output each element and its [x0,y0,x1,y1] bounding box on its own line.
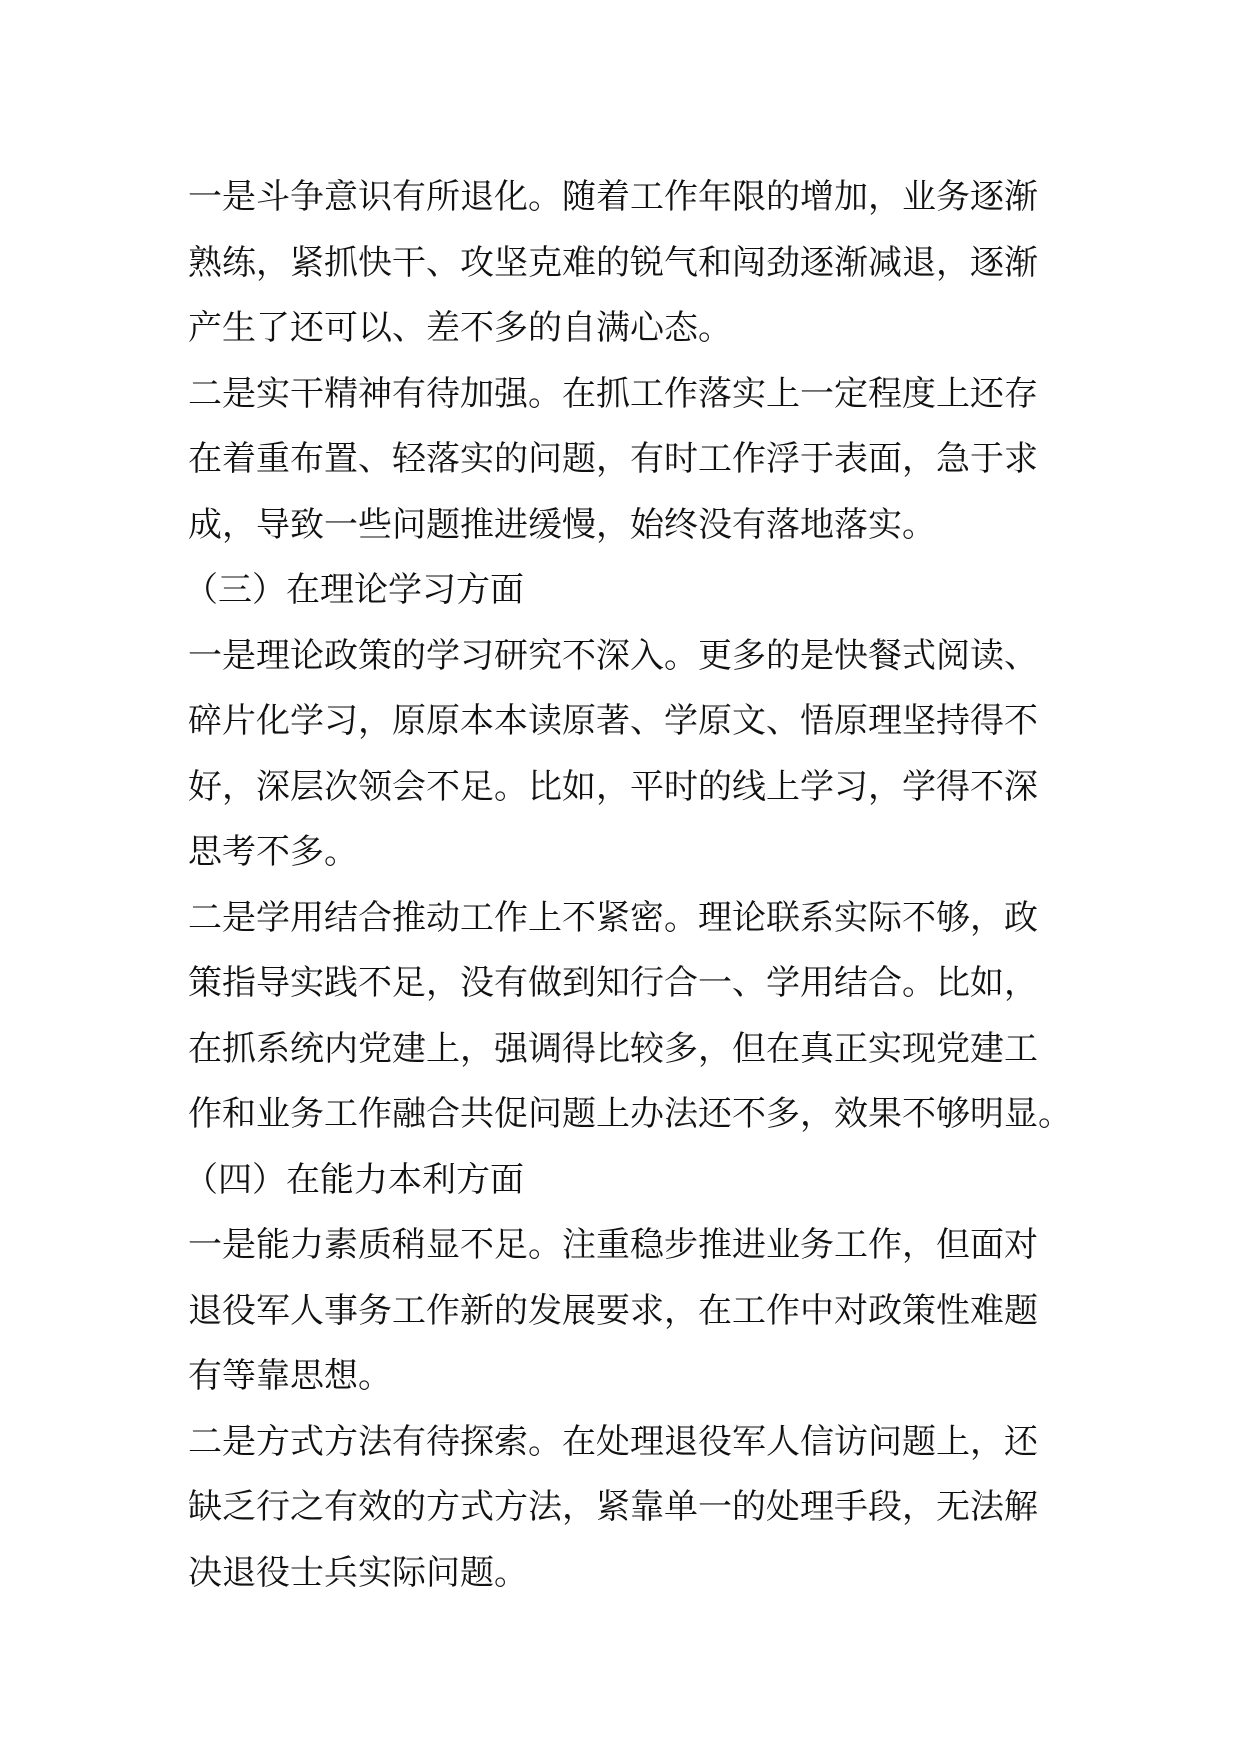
section-heading: （四）在能力本利方面 [184,1159,524,1200]
paragraph-line: 一是斗争意识有所退化。随着工作年限的增加，业务逐渐 [188,177,1038,217]
paragraph-line: 二是实干精神有待加强。在抓工作落实上一定程度上还存 [188,373,1038,414]
paragraph-line: 二是方式方法有待探索。在处理退役军人信访问题上，还 [188,1421,1038,1462]
paragraph-line: 思考不多。 [188,832,358,872]
paragraph-line: 碎片化学习，原原本本读原著、学原文、悟原理坚持得不 [188,701,1038,741]
paragraph-line: 决退役士兵实际问题。 [188,1552,528,1593]
document-body [184,165,1072,1606]
section-heading: （三）在理论学习方面 [184,570,524,610]
paragraph-line: 退役军人事务工作新的发展要求，在工作中对政策性难题 [188,1290,1038,1331]
paragraph-line: 在着重布置、轻落实的问题，有时工作浮于表面，急于求 [188,439,1038,479]
paragraph-line: 一是理论政策的学习研究不深入。更多的是快餐式阅读、 [188,635,1038,676]
paragraph-line: 产生了还可以、差不多的自满心态。 [188,308,732,348]
paragraph-line: 作和业务工作融合共促问题上办法还不多，效果不够明显。 [188,1094,1072,1134]
paragraph-line: 在抓系统内党建上，强调得比较多，但在真正实现党建工 [188,1028,1038,1069]
paragraph-line: 有等靠思想。 [188,1356,392,1396]
paragraph-line: 策指导实践不足，没有做到知行合一、学用结合。比如， [188,963,1038,1003]
paragraph-line: 熟练，紧抓快干、攻坚克难的锐气和闯劲逐渐减退，逐渐 [188,242,1038,283]
paragraph-line: 二是学用结合推动工作上不紧密。理论联系实际不够，政 [188,897,1038,938]
paragraph-line: 成，导致一些问题推进缓慢，始终没有落地落实。 [188,504,936,545]
paragraph-line: 好，深层次领会不足。比如，平时的线上学习，学得不深 [188,766,1038,807]
paragraph-line: 缺乏行之有效的方式方法，紧靠单一的处理手段，无法解 [188,1487,1038,1527]
paragraph-line: 一是能力素质稍显不足。注重稳步推进业务工作，但面对 [188,1225,1038,1265]
